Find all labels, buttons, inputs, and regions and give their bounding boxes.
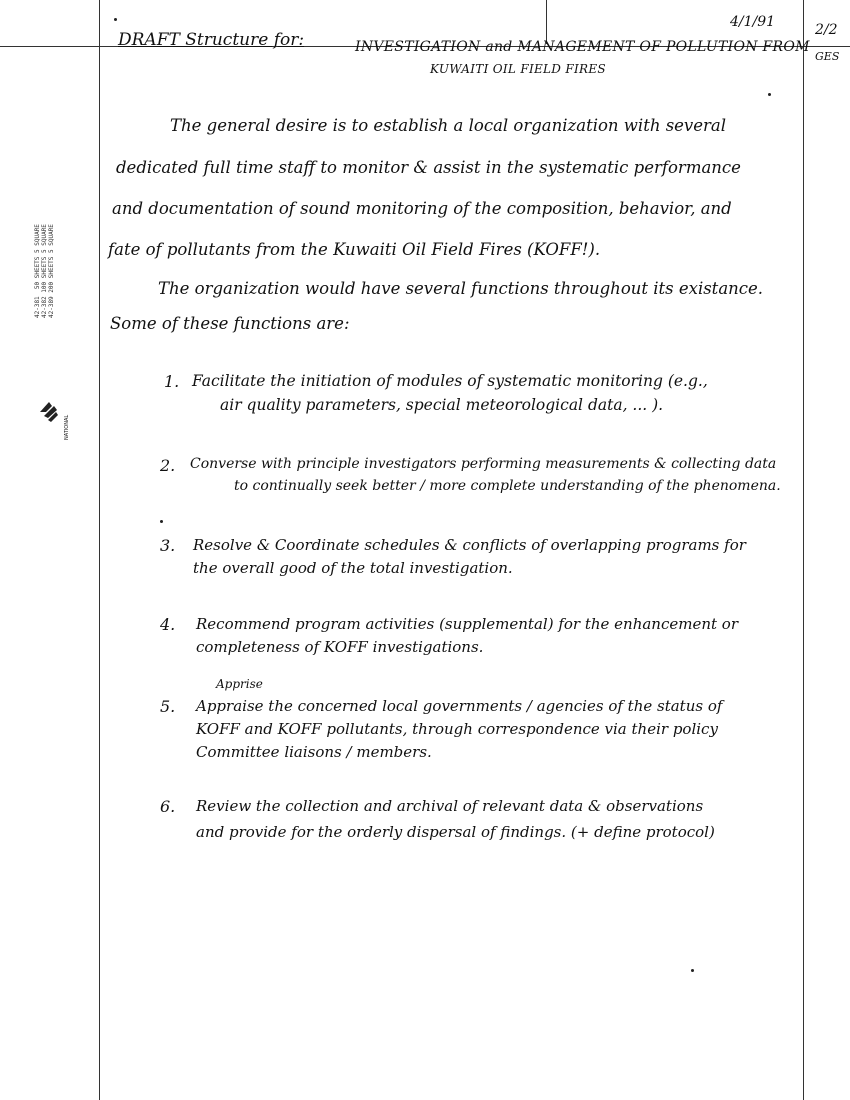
item-4-number: 4. — [160, 615, 176, 634]
paragraph-2-line-2: Some of these functions are: — [110, 314, 350, 333]
document-title-line-2: KUWAITI OIL FIELD FIRES — [430, 62, 606, 76]
paragraph-1-line-2: dedicated full time staff to monitor & assist in the systematic performance — [116, 158, 741, 177]
left-margin-rule — [99, 0, 100, 1100]
brand-logo — [38, 398, 60, 428]
paragraph-1-line-1: The general desire is to establish a local organization with several — [170, 116, 727, 135]
brand-name: NATIONAL — [64, 414, 70, 440]
right-margin-rule — [803, 0, 804, 1100]
header-date: 4/1/91 — [730, 14, 776, 30]
item-1-line-2: air quality parameters, special meteorological data, ... ). — [220, 396, 664, 414]
item-1-number: 1. — [164, 372, 180, 391]
stray-mark — [691, 969, 694, 972]
paragraph-2-line-1: The organization would have several functions throughout its existance. — [158, 279, 764, 298]
item-2-number: 2. — [160, 456, 176, 475]
stray-mark — [160, 520, 163, 523]
item-2-line-1: Converse with principle investigators performing measurements & collecting data — [190, 456, 777, 472]
header-initials: GES — [815, 50, 840, 63]
document-title-line-1: INVESTIGATION and MANAGEMENT OF POLLUTION FROM — [355, 39, 810, 55]
item-5-annotation: Apprise — [216, 677, 263, 691]
paragraph-1-line-4: fate of pollutants from the Kuwaiti Oil Field Fires (KOFF!). — [108, 240, 601, 259]
paragraph-1-line-3: and documentation of sound monitoring of the composition, behavior, and — [112, 199, 732, 218]
item-6-line-1: Review the collection and archival of relevant data & observations — [196, 797, 704, 815]
item-5-line-2: KOFF and KOFF pollutants, through correspondence via their policy — [196, 720, 718, 738]
item-2-line-2: to continually seek better / more complete understanding of the phenomena. — [234, 478, 781, 494]
stray-mark — [114, 18, 117, 21]
header-divider-rule — [546, 0, 547, 44]
pad-label: 42-381 50 SHEETS 5 SQUARE 42-382 100 SHEETS 5 SQUARE 42-389 200 SHEETS 5 SQUARE — [34, 224, 55, 318]
item-3-line-2: the overall good of the total investigation. — [193, 559, 513, 577]
item-4-line-1: Recommend program activities (supplemental) for the enhancement or — [196, 615, 739, 633]
item-5-line-3: Committee liaisons / members. — [196, 743, 432, 761]
item-6-number: 6. — [160, 797, 176, 816]
item-4-line-2: completeness of KOFF investigations. — [196, 638, 484, 656]
item-5-line-1: Appraise the concerned local governments / agencies of the status of — [196, 697, 723, 715]
item-3-number: 3. — [160, 536, 176, 555]
item-3-line-1: Resolve & Coordinate schedules & conflicts of overlapping programs for — [193, 536, 746, 554]
draft-label: DRAFT Structure for: — [118, 30, 305, 50]
header-page: 2/2 — [815, 22, 838, 38]
item-1-line-1: Facilitate the initiation of modules of systematic monitoring (e.g., — [192, 372, 708, 390]
item-5-number: 5. — [160, 697, 176, 716]
item-6-line-2: and provide for the orderly dispersal of findings. (+ define protocol) — [196, 823, 715, 841]
stray-mark — [768, 93, 771, 96]
